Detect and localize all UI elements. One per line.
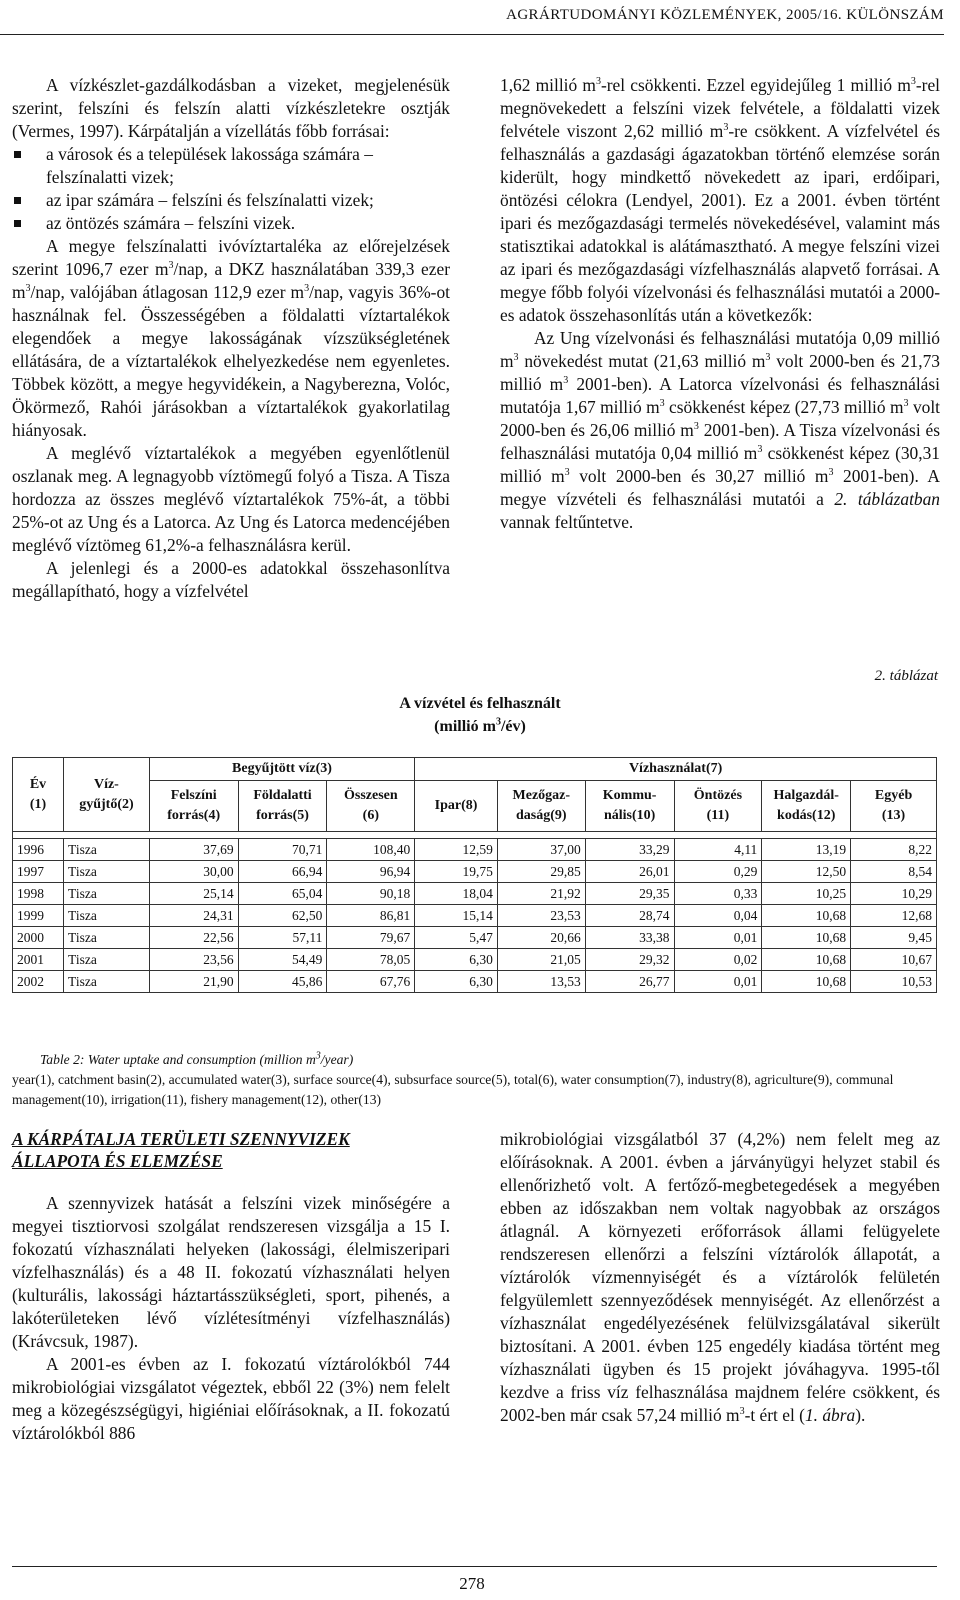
paragraph: A meglévő víztartalékok a megyében egyenlőtlenül oszlanak meg. A legnagyobb víztömegű folyó a Tisza. A Tisza hordozza az összes meglévő víztartalékok 75%-át, a többi 25%-ot az Ung és a Latorca. Az Ung és Latorca medencéjében meglévő víztömeg 61,2%-a felhasználásra kerül. (12, 443, 450, 555)
table-title: A vízvétel és felhasznált (millió $m^3/év$) (399, 695, 561, 735)
running-header (0, 0, 944, 35)
header-year: Év (1) (13, 758, 64, 832)
table-row: 1998 Tisza 25,14 65,04 90,18 18,04 21,92 29,35 0,33 10,25 10,29 (13, 883, 937, 905)
table-row: 2000 Tisza 22,56 57,11 79,67 5,47 20,66 33,38 0,01 10,68 9,45 (13, 927, 937, 949)
bullet-list (12, 143, 450, 235)
bullet-item: az öntözés számára – felszíni vizek. (12, 212, 450, 235)
header-catchment: Víz- gyűjtő(2) (64, 758, 150, 832)
bullet-item: az ipar számára – felszíni és felszínalatti vizek; (12, 189, 450, 212)
page-number: 278 (459, 1574, 485, 1593)
header-agriculture: Mezőgaz- daság(9) (497, 781, 585, 832)
right-column-bottom (500, 1128, 940, 1427)
header-industry: Ipar(8) (415, 781, 498, 832)
header-irrigation: Öntözés (11) (674, 781, 762, 832)
header-other: Egyéb (13) (851, 781, 937, 832)
paragraph: A vízkészlet-gazdálkodásban a vizeket, megjelenésük szerint, felszíni és felszín alatti vízkészletekre osztják (Vermes, 1997). Kárpátalján a vízellátás főbb forrásai: (12, 75, 450, 141)
section-title: A KÁRPÁTALJA TERÜLETI SZENNYVIZEK ÁLLAPOTA ÉS ELEMZÉSE (12, 1129, 350, 1171)
footer-rule (12, 1566, 937, 1567)
header-communal: Kommu- nális(10) (585, 781, 674, 832)
water-data-table (12, 757, 937, 993)
table-row: 1999 Tisza 24,31 62,50 86,81 15,14 23,53 28,74 0,04 10,68 12,68 (13, 905, 937, 927)
table-reference: 2. táblázat (874, 668, 938, 684)
table-row: 1997 Tisza 30,00 66,94 96,94 19,75 29,85 26,01 0,29 12,50 8,54 (13, 861, 937, 883)
caption-legend: year(1), catchment basin(2), accumulated water(3), surface source(4), subsurface source(5), total(6), water consumption(7), industry(8), agriculture(9), communal management(10), irrigation(11), fishery management(12), other(13) (12, 1072, 894, 1107)
bullet-item: a városok és a települések lakossága számára – felszínalatti vizek; (12, 143, 450, 189)
header-water-use: Vízhasználat(7) (415, 758, 937, 781)
table-row: 1996 Tisza 37,69 70,71 108,40 12,59 37,00 33,29 4,11 13,19 8,22 (13, 839, 937, 861)
journal-title: AGRÁRTUDOMÁNYI KÖZLEMÉNYEK, 2005/16. KÜLÖNSZÁM (506, 7, 944, 23)
paragraph: A jelenlegi és a 2000-es adatokkal összehasonlítva megállapítható, hogy a vízfelvétel (12, 558, 450, 601)
paragraph: A szennyvizek hatását a felszíni vizek minőségére a megyei tisztiorvosi szolgálat rendszeresen vizsgálja a 15 I. fokozatú vízhasználati helyeken (lakossági, élelmiszeripari vízfelhasználás) és a 48 II. fokozatú vízhasználati helyen (kulturális, lakossági háztartásszükségleti, sport, pihenés, a lakóterületeken lévő vízlétesítményi vízfelhasználás) (Krávcsuk, 1987). (12, 1193, 450, 1351)
left-column-bottom (12, 1128, 450, 1445)
table-row: 2001 Tisza 23,56 54,49 78,05 6,30 21,05 29,32 0,02 10,68 10,67 (13, 949, 937, 971)
paragraph: 1,62 millió $m^3$-rel csökkenti. Ezzel egyidejűleg 1 millió $m^3$-rel megnövekedett a felszíni vizek felvétele, a földalatti vizek felvétele viszont 2,62 millió $m^3-re$ csökkent. A vízfelvétel és felhasználás a gazdasági ágazatokban történő elemzése során kiderült, hogy mindkettő növekedett az ipari, erdőipari, öntözési célokra (Lendyel, 2001). Ez a 2001. évben történt ipari és mezőgazdasági termelés növekedésével, valamint más statisztikai adatokkal is alátámasztható. A megye felszíni vizei az ipari és mezőgazdasági vízfelhasználás alapvető forrásai. A megye főbb folyói vízelvonási és felhasználási mutatói a 2000-es adatok összehasonlítás után a következők: (500, 75, 940, 325)
table-caption (12, 1050, 942, 1110)
left-column-top (12, 74, 450, 603)
caption-title: Table 2: Water uptake and consumption (million $m^3/year$) (40, 1050, 354, 1067)
right-column-top (500, 74, 940, 534)
header-subsurface: Földalatti forrás(5) (238, 781, 327, 832)
paragraph: A 2001-es évben az I. fokozatú víztárolókból 744 mikrobiológiai vizsgálatot végeztek, ebből 22 (3%) nem felelt meg a közegészségügyi, higiéniai előírásoknak, a II. fokozatú víztárolókból 886 (12, 1354, 450, 1443)
header-surface: Felszíni forrás(4) (149, 781, 238, 832)
paragraph: mikrobiológiai vizsgálatból 37 (4,2%) nem felelt meg az előírásoknak. A 2001. évben a járványügyi helyzet stabil és ellenőrizhető volt. A fertőző-megbetegedések a megyében ebben az időszakban nem voltak nagyobbak az országos átlagnál. A környezeti erőforrások állami felügyelete rendszeresen ellenőrzi a felszíni víztárolók állapotát, a víztárolók vízmennyiségét és a víztárolók felületén felgyülemlett szennyeződések mennyiségét. Az ellenőrzést a vízhasználat engedélyezésének felülvizsgálatával sikerült biztosítani. A 2001. évben 125 engedély kiadása történt meg vízhasználati ügyben és 15 projekt jóváhagyva. 1995-től kezdve a friss víz felhasználása majdnem felére csökkent, és 2002-ben már csak 57,24 millió $m^3-t$ ért el (1. ábra). (500, 1129, 940, 1425)
header-fishery: Halgazdál- kodás(12) (762, 781, 851, 832)
header-total: Összesen (6) (327, 781, 415, 832)
header-accumulated: Begyűjtött víz(3) (149, 758, 414, 781)
table-row: 2002 Tisza 21,90 45,86 67,76 6,30 13,53 26,77 0,01 10,68 10,53 (13, 971, 937, 993)
paragraph: A megye felszínalatti ivóvíztartaléka az előrejelzések szerint 1096,7 ezer $m^3$/nap, a DKZ használatában 339,3 ezer $m^3$/nap, valójában átlagosan 112,9 ezer $m^3$/nap, vagyis 36%-ot használnak fel. Összességében a földalatti víztartalékok elegendőek a megye lakosságának vízszükségletének ellátására, de a víztartalékok elhelyezkedése nem egyenletes. Többek között, a megye hegyvidékein, a Nagyberezna, Volóc, Ökörmező, Rahói járásokban a víztartalékok gyakorlatilag hiányosak. (12, 236, 450, 440)
paragraph: Az Ung vízelvonási és felhasználási mutatója 0,09 millió $m^3$ növekedést mutat (21,63 millió $m^3$ volt 2000-ben és 21,73 millió $m^3$ 2001-ben). A Latorca vízelvonási és felhasználási mutatója 1,67 millió $m^3$ csökkenést képez (27,73 millió $m^3$ volt 2000-ben és 26,06 millió $m^3$ 2001-ben). A Tisza vízelvonási és felhasználási mutatója 0,04 millió $m^3$ csökkenést képez (30,31 millió $m^3$ volt 2000-ben és 30,27 millió $m^3$ 2001-ben). A megye vízvételi és felhasználási mutatói a 2. táblázatban vannak feltűntetve. (500, 328, 941, 532)
